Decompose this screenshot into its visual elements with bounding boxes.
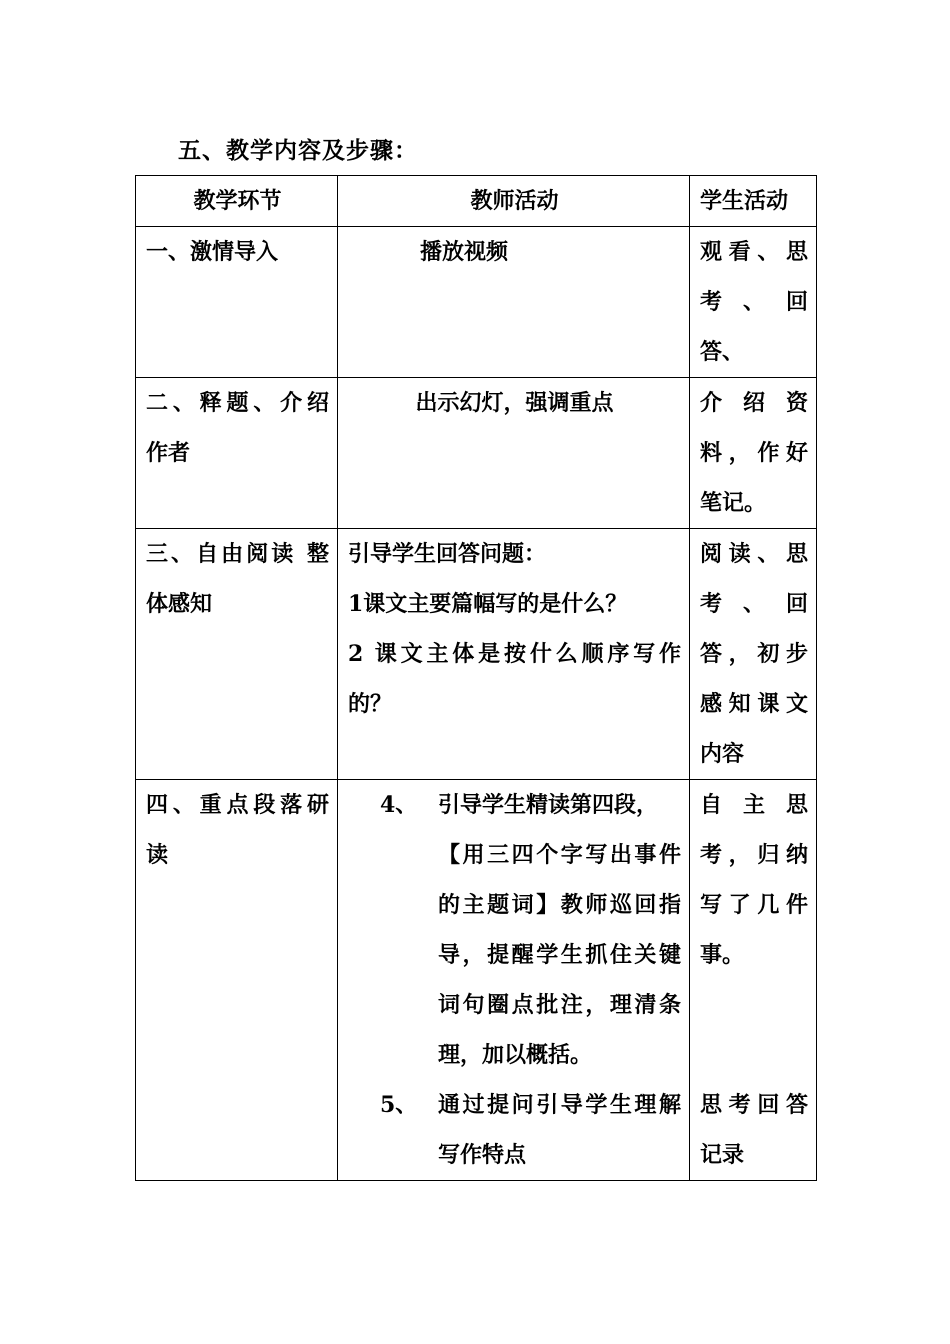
stage-text: 三、自由阅读 整 bbox=[146, 541, 329, 567]
lesson-plan-table bbox=[135, 175, 817, 1181]
teacher-cell bbox=[338, 529, 690, 780]
stage-text: 一、激情导入 bbox=[146, 239, 279, 265]
question-2-cont: 的？ bbox=[348, 691, 393, 717]
teacher-cell bbox=[338, 227, 690, 378]
student-text: 考 、 回 bbox=[700, 591, 808, 617]
item-line: 通过提问引导学生理解 bbox=[438, 1092, 681, 1118]
item-line: 写作特点 bbox=[438, 1142, 527, 1168]
stage-text: 作者 bbox=[146, 440, 191, 466]
item-number: 5、 bbox=[380, 1092, 418, 1118]
student-cell bbox=[690, 227, 817, 378]
stage-cell bbox=[136, 227, 338, 378]
student-text: 感知课文 bbox=[700, 691, 808, 717]
stage-cell bbox=[136, 780, 338, 1181]
table-row bbox=[136, 378, 817, 529]
item-line: 【用三四个字写出事件 bbox=[438, 842, 681, 868]
stage-text: 四、重点段落研 bbox=[146, 792, 329, 818]
question-2: 2 课文主体是按什么顺序写作 bbox=[348, 641, 681, 667]
student-text: 事。 bbox=[700, 942, 745, 968]
item-number: 4、 bbox=[380, 792, 418, 818]
student-cell bbox=[690, 378, 817, 529]
student-text: 写了几件 bbox=[700, 892, 808, 918]
student-text: 思考回答 bbox=[700, 1092, 808, 1118]
student-text: 考 、 回 bbox=[700, 289, 808, 315]
student-cell bbox=[690, 529, 817, 780]
student-text: 笔记。 bbox=[700, 490, 767, 516]
student-text: 答、 bbox=[700, 339, 745, 365]
teacher-cell bbox=[338, 378, 690, 529]
question-1: 1课文主要篇幅写的是什么？ bbox=[348, 591, 628, 617]
student-text: 答，初步 bbox=[700, 641, 808, 667]
table-row bbox=[136, 227, 817, 378]
table-row bbox=[136, 529, 817, 780]
student-text: 内容 bbox=[700, 741, 745, 767]
student-text: 阅读、思 bbox=[700, 541, 808, 567]
student-cell bbox=[690, 780, 817, 1181]
teacher-text: 播放视频 bbox=[420, 239, 509, 265]
stage-text: 读 bbox=[146, 842, 169, 868]
stage-text: 体感知 bbox=[146, 591, 213, 617]
item-line: 导，提醒学生抓住关键 bbox=[438, 942, 681, 968]
student-text: 观看、思 bbox=[700, 239, 808, 265]
table-row bbox=[136, 780, 817, 1181]
section-heading: 五、教学内容及步骤： bbox=[178, 137, 418, 164]
stage-cell bbox=[136, 529, 338, 780]
student-text: 料，作好 bbox=[700, 440, 808, 466]
teacher-text: 出示幻灯，强调重点 bbox=[415, 390, 614, 416]
item-line: 词句圈点批注，理清条 bbox=[438, 992, 681, 1018]
teacher-text: 引导学生回答问题： bbox=[348, 541, 547, 567]
item-line: 的主题词】教师巡回指 bbox=[438, 892, 681, 918]
spacer bbox=[700, 980, 808, 1080]
student-text: 考，归纳 bbox=[700, 842, 808, 868]
teacher-cell bbox=[338, 780, 690, 1181]
header-teacher: 教师活动 bbox=[338, 176, 690, 227]
header-stage: 教学环节 bbox=[136, 176, 338, 227]
header-student: 学生活动 bbox=[690, 176, 817, 227]
student-text: 记录 bbox=[700, 1142, 745, 1168]
student-text: 介 绍 资 bbox=[700, 390, 808, 416]
table-header-row bbox=[136, 176, 817, 227]
teacher-item-4 bbox=[348, 780, 681, 1080]
student-text: 自 主 思 bbox=[700, 792, 808, 818]
item-line: 引导学生精读第四段， bbox=[438, 792, 659, 818]
item-line: 理，加以概括。 bbox=[438, 1042, 593, 1068]
stage-cell bbox=[136, 378, 338, 529]
stage-text: 二、释题、介绍 bbox=[146, 390, 329, 416]
teacher-item-5 bbox=[348, 1080, 681, 1180]
